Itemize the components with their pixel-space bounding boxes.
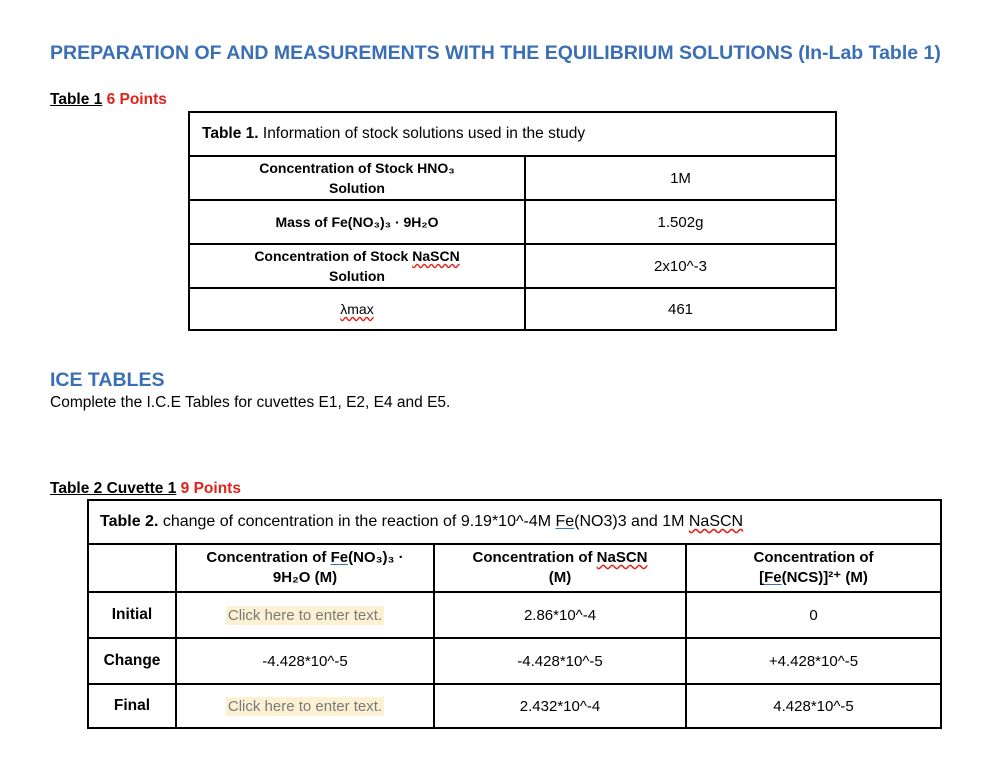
table2-caption: Table 2. change of concentration in the reaction of 9.19*10^-4M Fe(NO3)3 and 1M NaSCN [88, 500, 941, 544]
table2-points: 9 Points [180, 480, 241, 497]
final-nascn-cell[interactable]: 2.432*10^-4 [434, 684, 686, 728]
header-nascn: Concentration of NaSCN (M) [434, 544, 686, 592]
ice-tables-title: ICE TABLES [50, 369, 165, 391]
table1-caption: Table 1. Information of stock solutions used in the study [189, 112, 836, 156]
final-fe-cell[interactable] [176, 684, 434, 728]
stock-hno3-value[interactable]: 1M [525, 156, 836, 200]
placeholder-text[interactable]: Click here to enter text. [227, 697, 383, 715]
header-fe-nitrate: Concentration of Fe(NO₃)₃ · 9H₂O (M) [176, 544, 434, 592]
stock-nascn-value[interactable]: 2x10^-3 [525, 244, 836, 288]
row-label-change: Change [88, 638, 176, 684]
row-label-final: Final [88, 684, 176, 728]
row-label-initial: Initial [88, 592, 176, 638]
stock-solutions-table [188, 111, 837, 331]
change-nascn-cell[interactable]: -4.428*10^-5 [434, 638, 686, 684]
fe-nitrate-mass-label: Mass of Fe(NO₃)₃ · 9H₂O [189, 200, 525, 244]
fe-nitrate-mass-value[interactable]: 1.502g [525, 200, 836, 244]
table1-section-label [50, 91, 167, 109]
corner-cell [88, 544, 176, 592]
table1-points: 6 Points [106, 91, 167, 108]
table1-label: Table 1 [50, 91, 103, 108]
initial-fe-cell[interactable] [176, 592, 434, 638]
table2-label: Table 2 Cuvette 1 [50, 480, 177, 497]
initial-fencs-cell[interactable]: 0 [686, 592, 941, 638]
placeholder-text[interactable]: Click here to enter text. [227, 606, 383, 624]
lambda-max-label: λmax [189, 288, 525, 330]
ice-table-cuvette-1 [87, 499, 942, 729]
initial-nascn-cell[interactable]: 2.86*10^-4 [434, 592, 686, 638]
ice-instruction: Complete the I.C.E Tables for cuvettes E1, E2, E4 and E5. [50, 394, 451, 411]
table2-section-label [50, 480, 241, 498]
final-fencs-cell[interactable]: 4.428*10^-5 [686, 684, 941, 728]
change-fencs-cell[interactable]: +4.428*10^-5 [686, 638, 941, 684]
stock-hno3-label: Concentration of Stock HNO₃ Solution [189, 156, 525, 200]
lambda-max-value[interactable]: 461 [525, 288, 836, 330]
stock-nascn-label: Concentration of Stock NaSCN Solution [189, 244, 525, 288]
header-fencs: Concentration of [Fe(NCS)]²⁺ (M) [686, 544, 941, 592]
page-title: PREPARATION OF AND MEASUREMENTS WITH THE EQUILIBRIUM SOLUTIONS (In-Lab Table 1) [50, 42, 941, 64]
change-fe-cell[interactable]: -4.428*10^-5 [176, 638, 434, 684]
